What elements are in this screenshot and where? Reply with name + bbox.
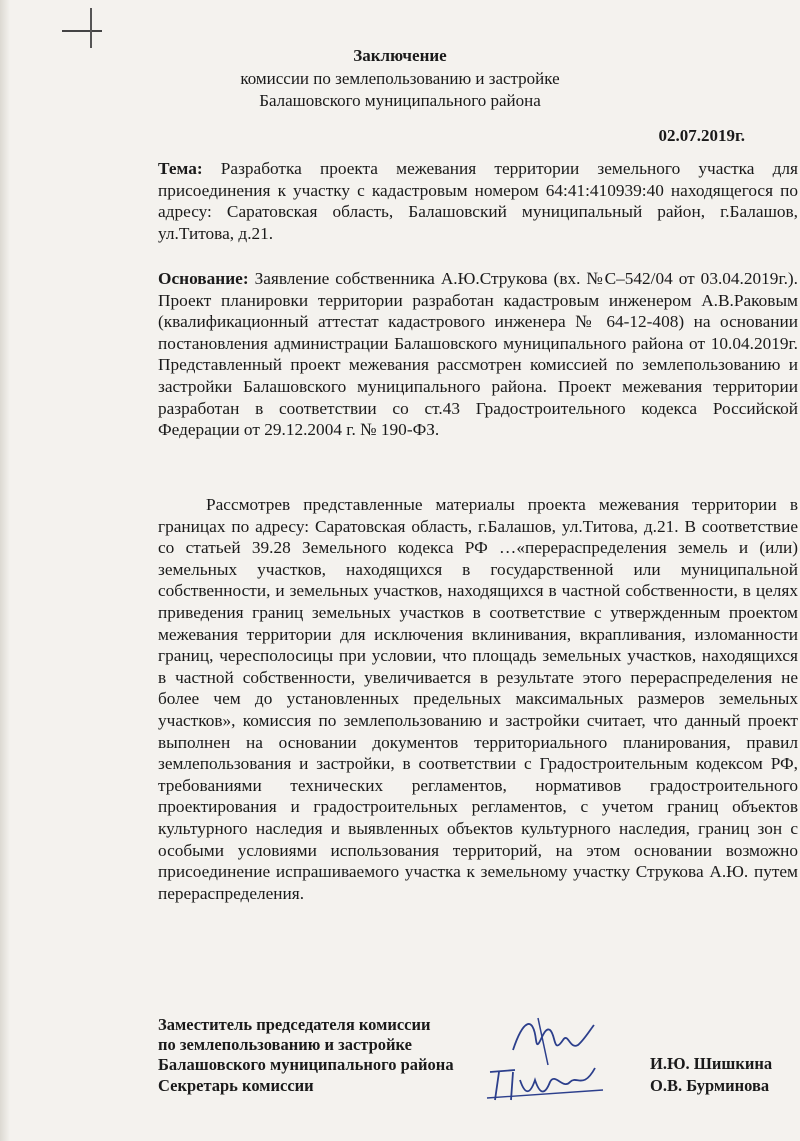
page-edge-shadow <box>0 0 10 1141</box>
topic-paragraph <box>158 158 798 244</box>
topic-text: Разработка проекта межевания территории земельного участка для присоединения к участку с кадастровым номером 64:41:410939:40 находящегося по адресу: Саратовская область, Балашовский муниципальный район, г.Балашов, ул.Титова, д.21. <box>158 159 798 243</box>
header-line-3: Балашовского муниципального района <box>259 91 541 110</box>
margin-mark-vertical <box>90 8 92 48</box>
secretary-signature <box>485 1060 605 1105</box>
body-paragraph: Рассмотрев представленные материалы проекта межевания территории в границах по адресу: Саратовская область, г.Балашов, ул.Титова, д.21. В соответствие со статьей 39.28 Земельного кодекса РФ …«перераспределения земель и (или) земельных участков, находящихся в государственной или муниципальной собственности, и земельных участков, находящихся в частной собственности, в целях приведения границ земельных участков в соответствие с утвержденным проектом межевания территории для исключения вклинивания, вкрапливания, изломанности границ, чересполосицы при условии, что площадь земельных участков, находящихся в частной собственности, увеличивается в результате этого перераспределения не более чем до установленных предельных максимальных размеров земельных участков», комиссия по землепользованию и застройки считает, что данный проект выполнен на основании документов территориального планирования, правил землепользования и застройки, в соответствии с Градостроительным кодексом РФ, требованиями технических регламентов, нормативов градостроительного проектирования и градостроительных регламентов, с учетом границ объектов культурного наследия и выявленных объектов культурного наследия, границ зон с особыми условиями использования территорий, на этом основании возможно присоединение испрашиваемого участка к земельному участку Струкова А.Ю. путем перераспределения. <box>158 495 798 903</box>
deputy-role <box>158 1015 454 1075</box>
deputy-role-line-3: Балашовского муниципального района <box>158 1055 454 1074</box>
basis-paragraph <box>158 268 798 441</box>
deputy-role-line-1: Заместитель председателя комиссии <box>158 1015 431 1034</box>
document-date: 02.07.2019г. <box>658 126 745 145</box>
secretary-role: Секретарь комиссии <box>158 1076 314 1095</box>
deputy-name: И.Ю. Шишкина <box>650 1054 773 1073</box>
secretary-name: О.В. Бурминова <box>650 1076 770 1095</box>
basis-label: Основание: <box>158 269 249 288</box>
document-title: Заключение <box>353 46 447 65</box>
margin-mark <box>62 30 102 32</box>
basis-text: Заявление собственника А.Ю.Струкова (вх. №С–542/04 от 03.04.2019г.). Проект планировки территории разработан кадастровым инженером А.В.Раковым (квалификационный аттестат кадастрового инженера № 64-12-408) на основании постановления администрации Балашовского муниципального района от 10.04.2019г. Представленный проект межевания рассмотрен комиссией по землепользованию и застройки Балашовского муниципального района. Проект межевания территории разработан в соответствии со ст.43 Градостроительного кодекса Российской Федерации от 29.12.2004 г. № 190-ФЗ. <box>158 269 798 440</box>
topic-label: Тема: <box>158 159 203 178</box>
header-line-2: комиссии по землепользованию и застройке <box>240 69 560 88</box>
deputy-role-line-2: по землепользованию и застройке <box>158 1035 412 1054</box>
